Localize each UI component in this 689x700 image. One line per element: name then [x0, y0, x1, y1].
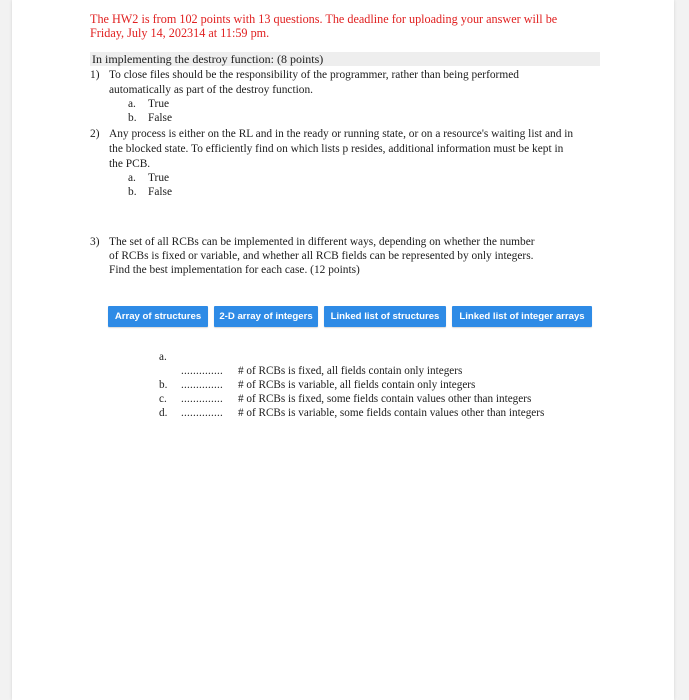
option-text: False [148, 185, 173, 198]
question-line: automatically as part of the destroy function. [109, 84, 314, 96]
deadline-notice [90, 12, 610, 40]
answer-text: # of RCBs is fixed, some fields contain values other than integers [238, 393, 532, 405]
question-text [109, 127, 610, 172]
notice-line: The HW2 is from 102 points with 13 questions. The deadline for uploading your answer will be [90, 12, 558, 26]
question-1-options [128, 98, 610, 125]
answer-blank[interactable]: .............. [181, 393, 223, 405]
answer-text: # of RCBs is variable, all fields contain only integers [238, 379, 476, 391]
answer-letter: a. [159, 351, 167, 363]
option-text: True [148, 172, 170, 184]
question-line: The set of all RCBs can be implemented in different ways, depending on whether the number [109, 236, 535, 248]
document-content [90, 12, 610, 277]
question-2-options [128, 172, 610, 199]
answer-letter: d. [159, 407, 168, 419]
question-line: the PCB. [109, 158, 151, 170]
option-true [128, 98, 610, 112]
question-number: 3) [90, 236, 100, 248]
option-text: False [148, 111, 173, 124]
choice-linked-list-of-integer-arrays[interactable]: Linked list of integer arrays [452, 306, 592, 327]
question-line: Any process is either on the RL and in the ready or running state, or on a resource's waiting list and in [109, 128, 574, 140]
question-3 [90, 235, 610, 277]
question-line: Find the best implementation for each case. (12 points) [109, 264, 360, 276]
question-text [109, 235, 610, 277]
section-heading: In implementing the destroy function: (8 points) [90, 52, 600, 66]
option-text: True [148, 98, 170, 110]
question-line: To close files should be the responsibility of the programmer, rather than being performed [109, 69, 519, 81]
option-false [128, 112, 610, 126]
option-letter: a. [128, 98, 136, 110]
question-number: 1) [90, 69, 100, 81]
answer-letter: b. [159, 379, 168, 391]
question-2 [90, 127, 610, 172]
question-number: 2) [90, 128, 100, 140]
question-text [109, 68, 610, 98]
answer-text: # of RCBs is fixed, all fields contain only integers [238, 365, 463, 377]
question-line: of RCBs is fixed or variable, and whether all RCB fields can be represented by only integers. [109, 250, 534, 262]
notice-line: Friday, July 14, 202314 at 11:59 pm. [90, 26, 270, 40]
option-true [128, 172, 610, 186]
choice-2d-array-of-integers[interactable]: 2-D array of integers [214, 306, 318, 327]
choice-linked-list-of-structures[interactable]: Linked list of structures [324, 306, 446, 327]
choice-array-of-structures[interactable]: Array of structures [108, 306, 208, 327]
answer-blank[interactable]: .............. [181, 379, 223, 391]
option-letter: b. [128, 111, 137, 124]
answer-text: # of RCBs is variable, some fields contain values other than integers [238, 407, 545, 419]
option-letter: b. [128, 185, 137, 198]
answer-blank[interactable]: .............. [181, 407, 223, 419]
answer-letter: c. [159, 393, 167, 405]
question-1 [90, 68, 610, 98]
answer-blank[interactable]: .............. [181, 365, 223, 377]
question-line: the blocked state. To efficiently find on which lists p resides, additional information must be kept in [109, 143, 564, 155]
option-letter: a. [128, 172, 136, 184]
document-page [12, 0, 674, 700]
option-false [128, 186, 610, 200]
